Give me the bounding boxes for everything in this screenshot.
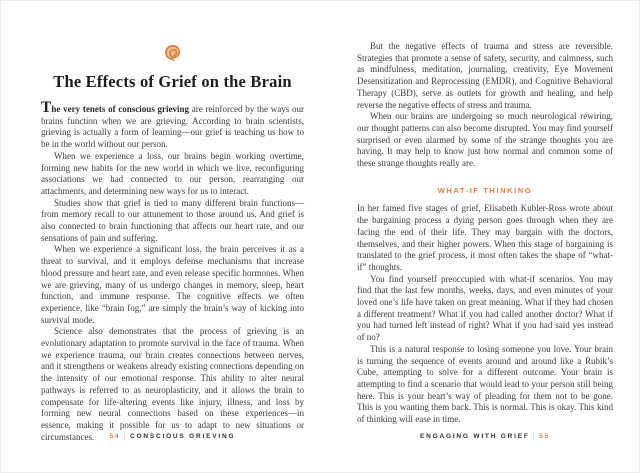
right-page-footer: [357, 433, 613, 440]
footer-separator: |: [532, 433, 537, 440]
left-body: [41, 99, 304, 443]
section-heading: WHAT-IF THINKING: [437, 185, 533, 195]
page-right: [357, 0, 613, 473]
paragraph: Studies show that grief is tied to many different brain functions—from memory recall to our attunement to those around us. And grief is also connected to brain functioning that affects our heart rate, and our sensations of pain and suffering.: [41, 197, 304, 243]
spiral-shell-icon: [163, 49, 182, 66]
paragraph: When our brains are undergoing so much neurological rewiring, our thought patterns can also become disrupted. You may find yourself surprised or even alarmed by some of the strange thoughts you are having. It may help to know just how normal and common some of these strange thoughts really are.: [357, 111, 613, 169]
paragraph: This is a natural response to losing someone you love. Your brain is turning the sequence of events around and around like a Rubik’s Cube, attempting to solve for a different outcome. Your brain is attempting to find a scenario that would lead to your person still being here. This is your heart’s way of pleading for them not to be gone. This is you wanting them back. This is normal. This is okay. This kind of thinking will ease in time.: [357, 343, 613, 425]
body-paragraphs: [357, 41, 613, 170]
paragraph: You find yourself preoccupied with what-if scenarios. You may find that the last few months, weeks, days, and even minutes of your loved one’s life have taken on great meaning. What if they had chosen a different treatment? What if you had called another doctor? What if you had turned left instead of right? What if you had said yes instead of no?: [357, 273, 613, 343]
running-chapter-title: ENGAGING WITH GRIEF: [419, 433, 530, 440]
paragraph: Science also demonstrates that the process of grieving is an evolutionary adaptation to promote survival in the face of trauma. When we experience trauma, our brain creates connections between nerves, and it strengthens or weakens already existing connections depending on the intensity of our emotional response. This ability to alter neural pathways is referred to as neuroplasticity, and it allows the brain to compensate for life-altering events like injury, illness, and loss by forming new neural connections based on these experiences—in essence, making it possible for us to adapt to new situations or circumstances.: [41, 326, 304, 442]
body-paragraphs: [41, 151, 304, 444]
page-left: [41, 0, 304, 473]
bold-lead-in: he very tenets of conscious grieving: [51, 104, 190, 114]
paragraph: In her famed five stages of grief, Elisabeth Kubler-Ross wrote about the bargaining process a dying person goes through when they are facing the end of their life. They may bargain with the doctors, themselves, and their higher powers. When this stage of bargaining is translated to the grief process, it most often takes the shape of “what-if” thoughts.: [357, 203, 613, 272]
opening-paragraph: [41, 99, 304, 151]
body-paragraphs: [357, 203, 613, 425]
right-body: [357, 41, 613, 426]
paragraph: When we experience a loss, our brains begin working overtime, forming new habits for the new world in which we live, reconfiguring associations we had connected to our person, rearranging our attachments, and determining new ways for us to interact.: [41, 150, 304, 196]
chapter-title: The Effects of Grief on the Brain: [53, 72, 292, 91]
page-number: 55: [539, 433, 550, 440]
chapter-ornament: [41, 43, 304, 65]
initial-cap: T: [41, 99, 52, 116]
paragraph: When we experience a significant loss, the brain perceives it as a threat to survival, and it employs defense mechanisms that increase blood pressure and heart rate, and even release specific hormones. When we are grieving, many of us undergo changes in memory, sleep, heart function, and immune response. The cognitive effects we often experience, like “brain fog,” are simply the brain’s way of kicking into survival mode.: [41, 244, 304, 325]
running-book-title: CONSCIOUS GRIEVING: [129, 433, 236, 440]
page-number: 54: [109, 433, 121, 440]
footer-separator: |: [123, 433, 127, 440]
paragraph: But the negative effects of trauma and stress are reversible. Strategies that promote a sense of safety, security, and calmness, such as mindfulness, meditation, journaling, creativity, Eye Movement Desensitization and Reprocessing (EMDR), and Cognitive Behavioral Therapy (CBD), serve as outlets for growth and healing, and help reverse the negative effects of stress and trauma.: [357, 41, 613, 110]
opening-text: are reinforced by the ways our brains function when we are grieving. According to brain scientists, grieving is actually a form of learning—our grief is teaching us how to be in the world without our person.: [41, 104, 304, 150]
left-page-footer: [41, 433, 304, 440]
